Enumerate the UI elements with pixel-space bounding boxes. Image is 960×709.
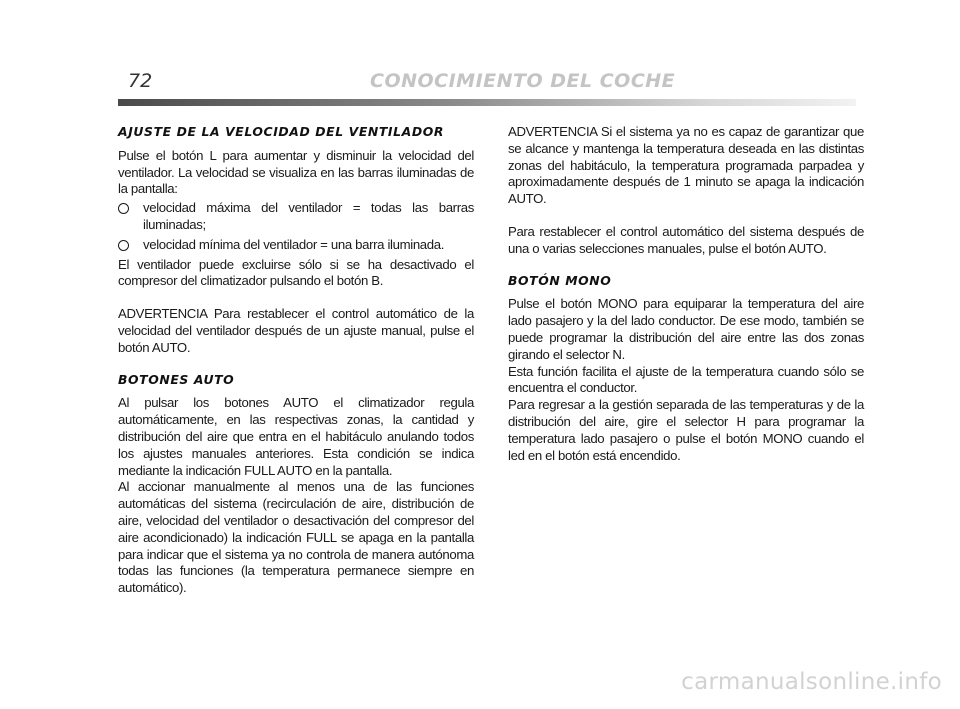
heading-mono-button: BOTÓN MONO — [508, 272, 612, 288]
paragraph-fan-speed-intro: Pulse el botón L para aumentar y disminuir la velocidad del ventilador. La velocidad se visualiza en las barras iluminadas de la pantalla: — [118, 147, 474, 197]
left-column — [118, 124, 474, 597]
heading-fan-speed: AJUSTE DE LA VELOCIDAD DEL VENTILADOR — [118, 124, 444, 139]
paragraph-warning-fan: ADVERTENCIA Para restablecer el control automático de la velocidad del ventilador después de un ajuste manual, pulse el botón AUTO. — [118, 306, 474, 355]
list-item-text: velocidad máxima del ventilador = todas las barras iluminadas; — [143, 200, 474, 232]
right-column — [508, 124, 864, 464]
list-item — [118, 237, 474, 254]
paragraph-fan-exclude: El ventilador puede excluirse sólo si se ha desactivado el compresor del climatizador pulsando el botón B. — [118, 256, 474, 289]
paragraph-auto-1: Al pulsar los botones AUTO el climatizador regula automáticamente, en las respectivas zonas, la cantidad y distribución del aire que entra en el habitáculo anulando todos los ajustes manuales anteriores. Esta condición se indica mediante la indicación FULL AUTO en la pantalla. — [118, 395, 474, 478]
circle-bullet-icon — [118, 203, 129, 214]
watermark: carmanualsonline.info — [681, 669, 942, 695]
paragraph-warning-temperature: ADVERTENCIA Si el sistema ya no es capaz de garantizar que se alcance y mantenga la temperatura deseada en las distintas zonas del habitáculo, la temperatura programada parpadea y aproximadamente después de 1 minuto se apaga la indicación AUTO. — [508, 124, 864, 207]
heading-auto-buttons: BOTONES AUTO — [118, 371, 235, 387]
paragraph-mono-3: Para regresar a la gestión separada de las temperaturas y de la distribución del aire, gire el selector H para programar la temperatura lado pasajero o pulse el botón MONO cuando el led en el botón está encendido. — [508, 397, 864, 463]
paragraph-mono-2: Esta función facilita el ajuste de la temperatura cuando sólo se encuentra el conductor. — [508, 363, 864, 396]
circle-bullet-icon — [118, 240, 129, 251]
paragraph-auto-2: Al accionar manualmente al menos una de las funciones automáticas del sistema (recirculación de aire, distribución de aire, velocidad del ventilador o desactivación del compresor del aire acondicionado) la indicación FULL se apaga en la pantalla para indicar que el sistema ya no controla de manera autónoma todas las funciones (la temperatura permanece siempre en automático). — [118, 479, 474, 596]
list-item — [118, 200, 474, 234]
running-header-title: CONOCIMIENTO DEL COCHE — [370, 70, 676, 92]
paragraph-restore-auto: Para restablecer el control automático del sistema después de una o varias selecciones manuales, pulse el botón AUTO. — [508, 223, 864, 256]
list-item-text: velocidad mínima del ventilador = una barra iluminada. — [143, 236, 445, 252]
bullet-list — [118, 200, 474, 253]
page-number: 72 — [128, 70, 153, 92]
header-rule — [118, 99, 856, 106]
paragraph-mono-1: Pulse el botón MONO para equiparar la temperatura del aire lado pasajero y la del lado conductor. De ese modo, también se puede programar la distribución del aire entre las dos zonas girando el selector N. — [508, 296, 864, 362]
